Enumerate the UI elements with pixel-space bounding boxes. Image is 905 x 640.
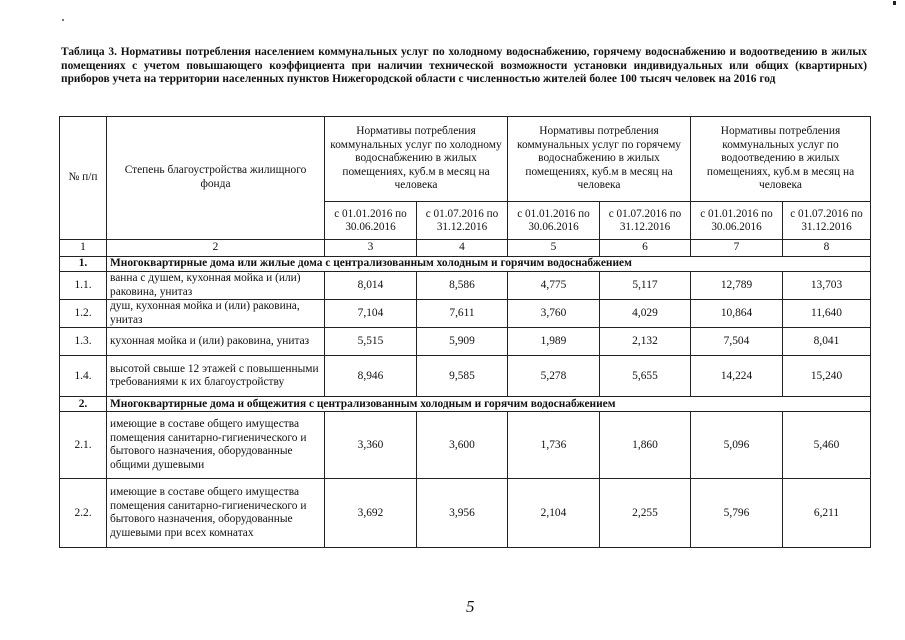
table-row (60, 412, 871, 479)
column-number: 6 (600, 240, 691, 257)
value-cell: 8,586 (417, 272, 508, 300)
table-row (60, 300, 871, 328)
header-num: № п/п (60, 117, 107, 240)
column-number: 2 (107, 240, 325, 257)
row-description: кухонная мойка и (или) раковина, унитаз (107, 328, 325, 356)
row-description: имеющие в составе общего имущества помещения санитарно-гигиенического и бытового назначения, оборудованные душевыми при всех комнатах (107, 479, 325, 548)
value-cell: 13,703 (783, 272, 871, 300)
row-num: 1.2. (60, 300, 107, 328)
table-caption: Таблица 3. Нормативы потребления населением коммунальных услуг по холодному водоснабжению, горячему водоснабжению и водоотведению в жилых помещениях с учетом повышающего коэффициента при наличии технической возможности установки индивидуальных или общих (квартирных) приборов учета на территории населенных пунктов Нижегородской области с численностью жителей более 100 тысяч человек на 2016 год (61, 46, 867, 86)
section-row (60, 257, 871, 272)
value-cell: 7,104 (325, 300, 417, 328)
value-cell: 12,789 (691, 272, 783, 300)
value-cell: 1,736 (508, 412, 600, 479)
value-cell: 5,460 (783, 412, 871, 479)
value-cell: 3,760 (508, 300, 600, 328)
row-num: 2.1. (60, 412, 107, 479)
table-row (60, 272, 871, 300)
value-cell: 7,504 (691, 328, 783, 356)
value-cell: 8,014 (325, 272, 417, 300)
row-description: высотой свыше 12 этажей с повышенными требованиями к их благоустройству (107, 356, 325, 397)
header-period: с 01.07.2016 по 31.12.2016 (600, 202, 691, 240)
value-cell: 1,989 (508, 328, 600, 356)
value-cell: 8,041 (783, 328, 871, 356)
row-description: душ, кухонная мойка и (или) раковина, унитаз (107, 300, 325, 328)
section-title: Многоквартирные дома и общежития с централизованным холодным и горячим водоснабжением (107, 397, 871, 412)
header-group-sewage: Нормативы потребления коммунальных услуг по водоотведению в жилых помещениях, куб.м в месяц на человека (691, 117, 871, 202)
value-cell: 5,909 (417, 328, 508, 356)
header-period: с 01.07.2016 по 31.12.2016 (783, 202, 871, 240)
value-cell: 3,360 (325, 412, 417, 479)
value-cell: 5,655 (600, 356, 691, 397)
column-number: 7 (691, 240, 783, 257)
value-cell: 5,796 (691, 479, 783, 548)
column-number: 8 (783, 240, 871, 257)
header-period: с 01.01.2016 по 30.06.2016 (508, 202, 600, 240)
table-row (60, 328, 871, 356)
value-cell: 6,211 (783, 479, 871, 548)
section-num: 2. (60, 397, 107, 412)
value-cell: 5,515 (325, 328, 417, 356)
header-group-cold-water: Нормативы потребления коммунальных услуг по холодному водоснабжению в жилых помещениях, куб.м в месяц на человека (325, 117, 508, 202)
value-cell: 15,240 (783, 356, 871, 397)
section-num: 1. (60, 257, 107, 272)
scan-speck-corner (893, 1, 896, 5)
value-cell: 7,611 (417, 300, 508, 328)
row-num: 1.3. (60, 328, 107, 356)
value-cell: 3,600 (417, 412, 508, 479)
row-description: ванна с душем, кухонная мойка и (или) раковина, унитаз (107, 272, 325, 300)
column-number: 3 (325, 240, 417, 257)
value-cell: 5,096 (691, 412, 783, 479)
value-cell: 11,640 (783, 300, 871, 328)
value-cell: 9,585 (417, 356, 508, 397)
table-row (60, 479, 871, 548)
value-cell: 2,104 (508, 479, 600, 548)
value-cell: 4,029 (600, 300, 691, 328)
section-title: Многоквартирные дома или жилые дома с централизованным холодным и горячим водоснабжением (107, 257, 871, 272)
value-cell: 10,864 (691, 300, 783, 328)
row-num: 2.2. (60, 479, 107, 548)
header-period: с 01.07.2016 по 31.12.2016 (417, 202, 508, 240)
header-group-hot-water: Нормативы потребления коммунальных услуг по горячему водоснабжению в жилых помещениях, куб.м в месяц на человека (508, 117, 691, 202)
value-cell: 14,224 (691, 356, 783, 397)
column-number: 1 (60, 240, 107, 257)
value-cell: 3,956 (417, 479, 508, 548)
page-number: 5 (466, 597, 475, 616)
row-description: имеющие в составе общего имущества помещения санитарно-гигиенического и бытового назначения, оборудованные общими душевыми (107, 412, 325, 479)
scan-speck (62, 19, 64, 21)
row-num: 1.4. (60, 356, 107, 397)
value-cell: 2,132 (600, 328, 691, 356)
header-degree: Степень благоустройства жилищного фонда (107, 117, 325, 240)
value-cell: 8,946 (325, 356, 417, 397)
table-row (60, 356, 871, 397)
value-cell: 3,692 (325, 479, 417, 548)
row-num: 1.1. (60, 272, 107, 300)
column-number: 5 (508, 240, 600, 257)
norms-table (59, 116, 871, 548)
value-cell: 2,255 (600, 479, 691, 548)
value-cell: 1,860 (600, 412, 691, 479)
header-period: с 01.01.2016 по 30.06.2016 (325, 202, 417, 240)
value-cell: 4,775 (508, 272, 600, 300)
section-row (60, 397, 871, 412)
value-cell: 5,278 (508, 356, 600, 397)
header-period: с 01.01.2016 по 30.06.2016 (691, 202, 783, 240)
column-number: 4 (417, 240, 508, 257)
value-cell: 5,117 (600, 272, 691, 300)
